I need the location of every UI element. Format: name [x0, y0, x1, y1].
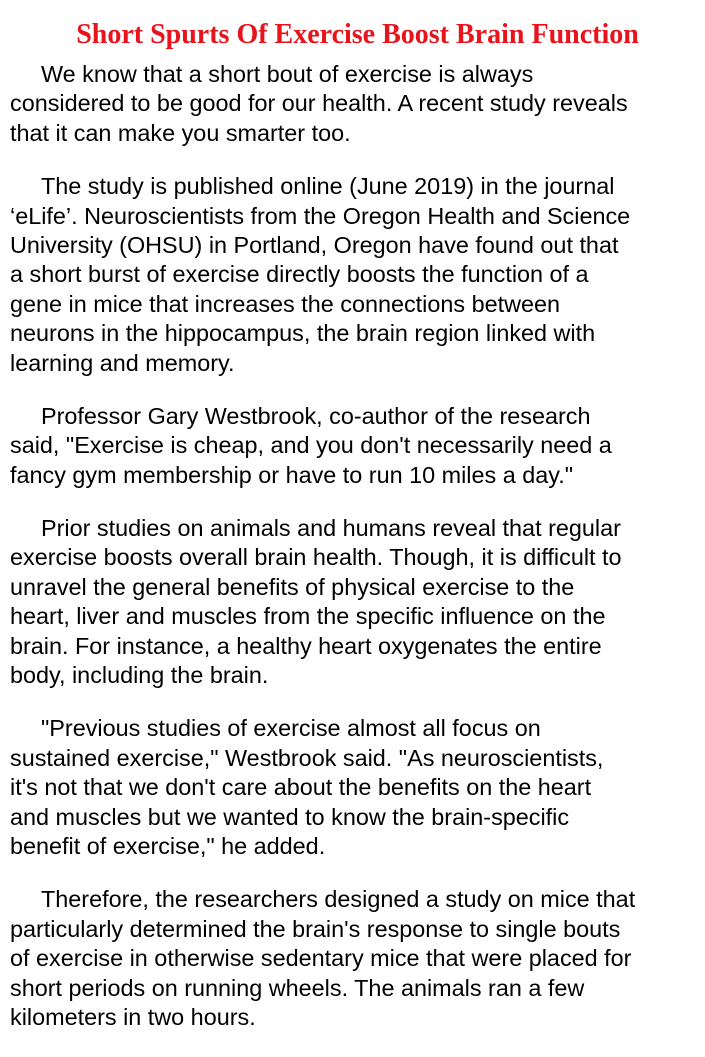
paragraph-line: short periods on running wheels. The animals ran a few [10, 974, 585, 1001]
paragraph-line: said, "Exercise is cheap, and you don't necessarily need a [10, 432, 612, 459]
paragraph-line: that it can make you smarter too. [10, 119, 351, 146]
article-title: Short Spurts Of Exercise Boost Brain Function [76, 19, 639, 50]
paragraph-line: exercise boosts overall brain health. Though, it is difficult to [10, 544, 622, 571]
paragraph-6 [10, 885, 705, 1032]
paragraph-line: University (OHSU) in Portland, Oregon have found out that [10, 231, 619, 258]
paragraph-line: a short burst of exercise directly boosts the function of a [10, 261, 589, 288]
paragraph-2 [10, 172, 705, 378]
paragraph-line: body, including the brain. [10, 662, 269, 689]
paragraph-line: The study is published online (June 2019) in the journal [41, 173, 615, 200]
paragraph-line: it's not that we don't care about the benefits on the heart [10, 774, 592, 801]
paragraph-line: "Previous studies of exercise almost all focus on [41, 715, 541, 742]
paragraph-line: particularly determined the brain's response to single bouts [10, 915, 621, 942]
paragraph-line: gene in mice that increases the connections between [10, 290, 561, 317]
paragraph-line: neurons in the hippocampus, the brain region linked with [10, 320, 596, 347]
paragraph-line: brain. For instance, a healthy heart oxygenates the entire [10, 632, 602, 659]
paragraph-line: heart, liver and muscles from the specific influence on the [10, 603, 606, 630]
paragraph-3 [10, 402, 705, 490]
paragraph-line: fancy gym membership or have to run 10 miles a day." [10, 461, 573, 488]
article-body [10, 60, 705, 1032]
paragraph-line: considered to be good for our health. A recent study reveals [10, 90, 628, 117]
paragraph-line: unravel the general benefits of physical exercise to the [10, 573, 575, 600]
paragraph-5 [10, 714, 705, 861]
paragraph-line: We know that a short bout of exercise is always [41, 61, 534, 87]
paragraph-4 [10, 514, 705, 690]
paragraph-line: Therefore, the researchers designed a study on mice that [41, 886, 636, 913]
paragraph-line: kilometers in two hours. [10, 1003, 256, 1030]
paragraph-line: learning and memory. [10, 349, 235, 376]
paragraph-line: Professor Gary Westbrook, co-author of the research [41, 402, 591, 429]
paragraph-line: benefit of exercise," he added. [10, 832, 326, 859]
paragraph-line: of exercise in otherwise sedentary mice that were placed for [10, 945, 632, 972]
paragraph-line: sustained exercise," Westbrook said. "As neuroscientists, [10, 744, 604, 771]
paragraph-line: ‘eLife’. Neuroscientists from the Oregon Health and Science [10, 202, 631, 229]
paragraph-1 [10, 60, 705, 148]
paragraph-line: and muscles but we wanted to know the brain-specific [10, 803, 570, 830]
paragraph-line: Prior studies on animals and humans reveal that regular [41, 515, 621, 542]
